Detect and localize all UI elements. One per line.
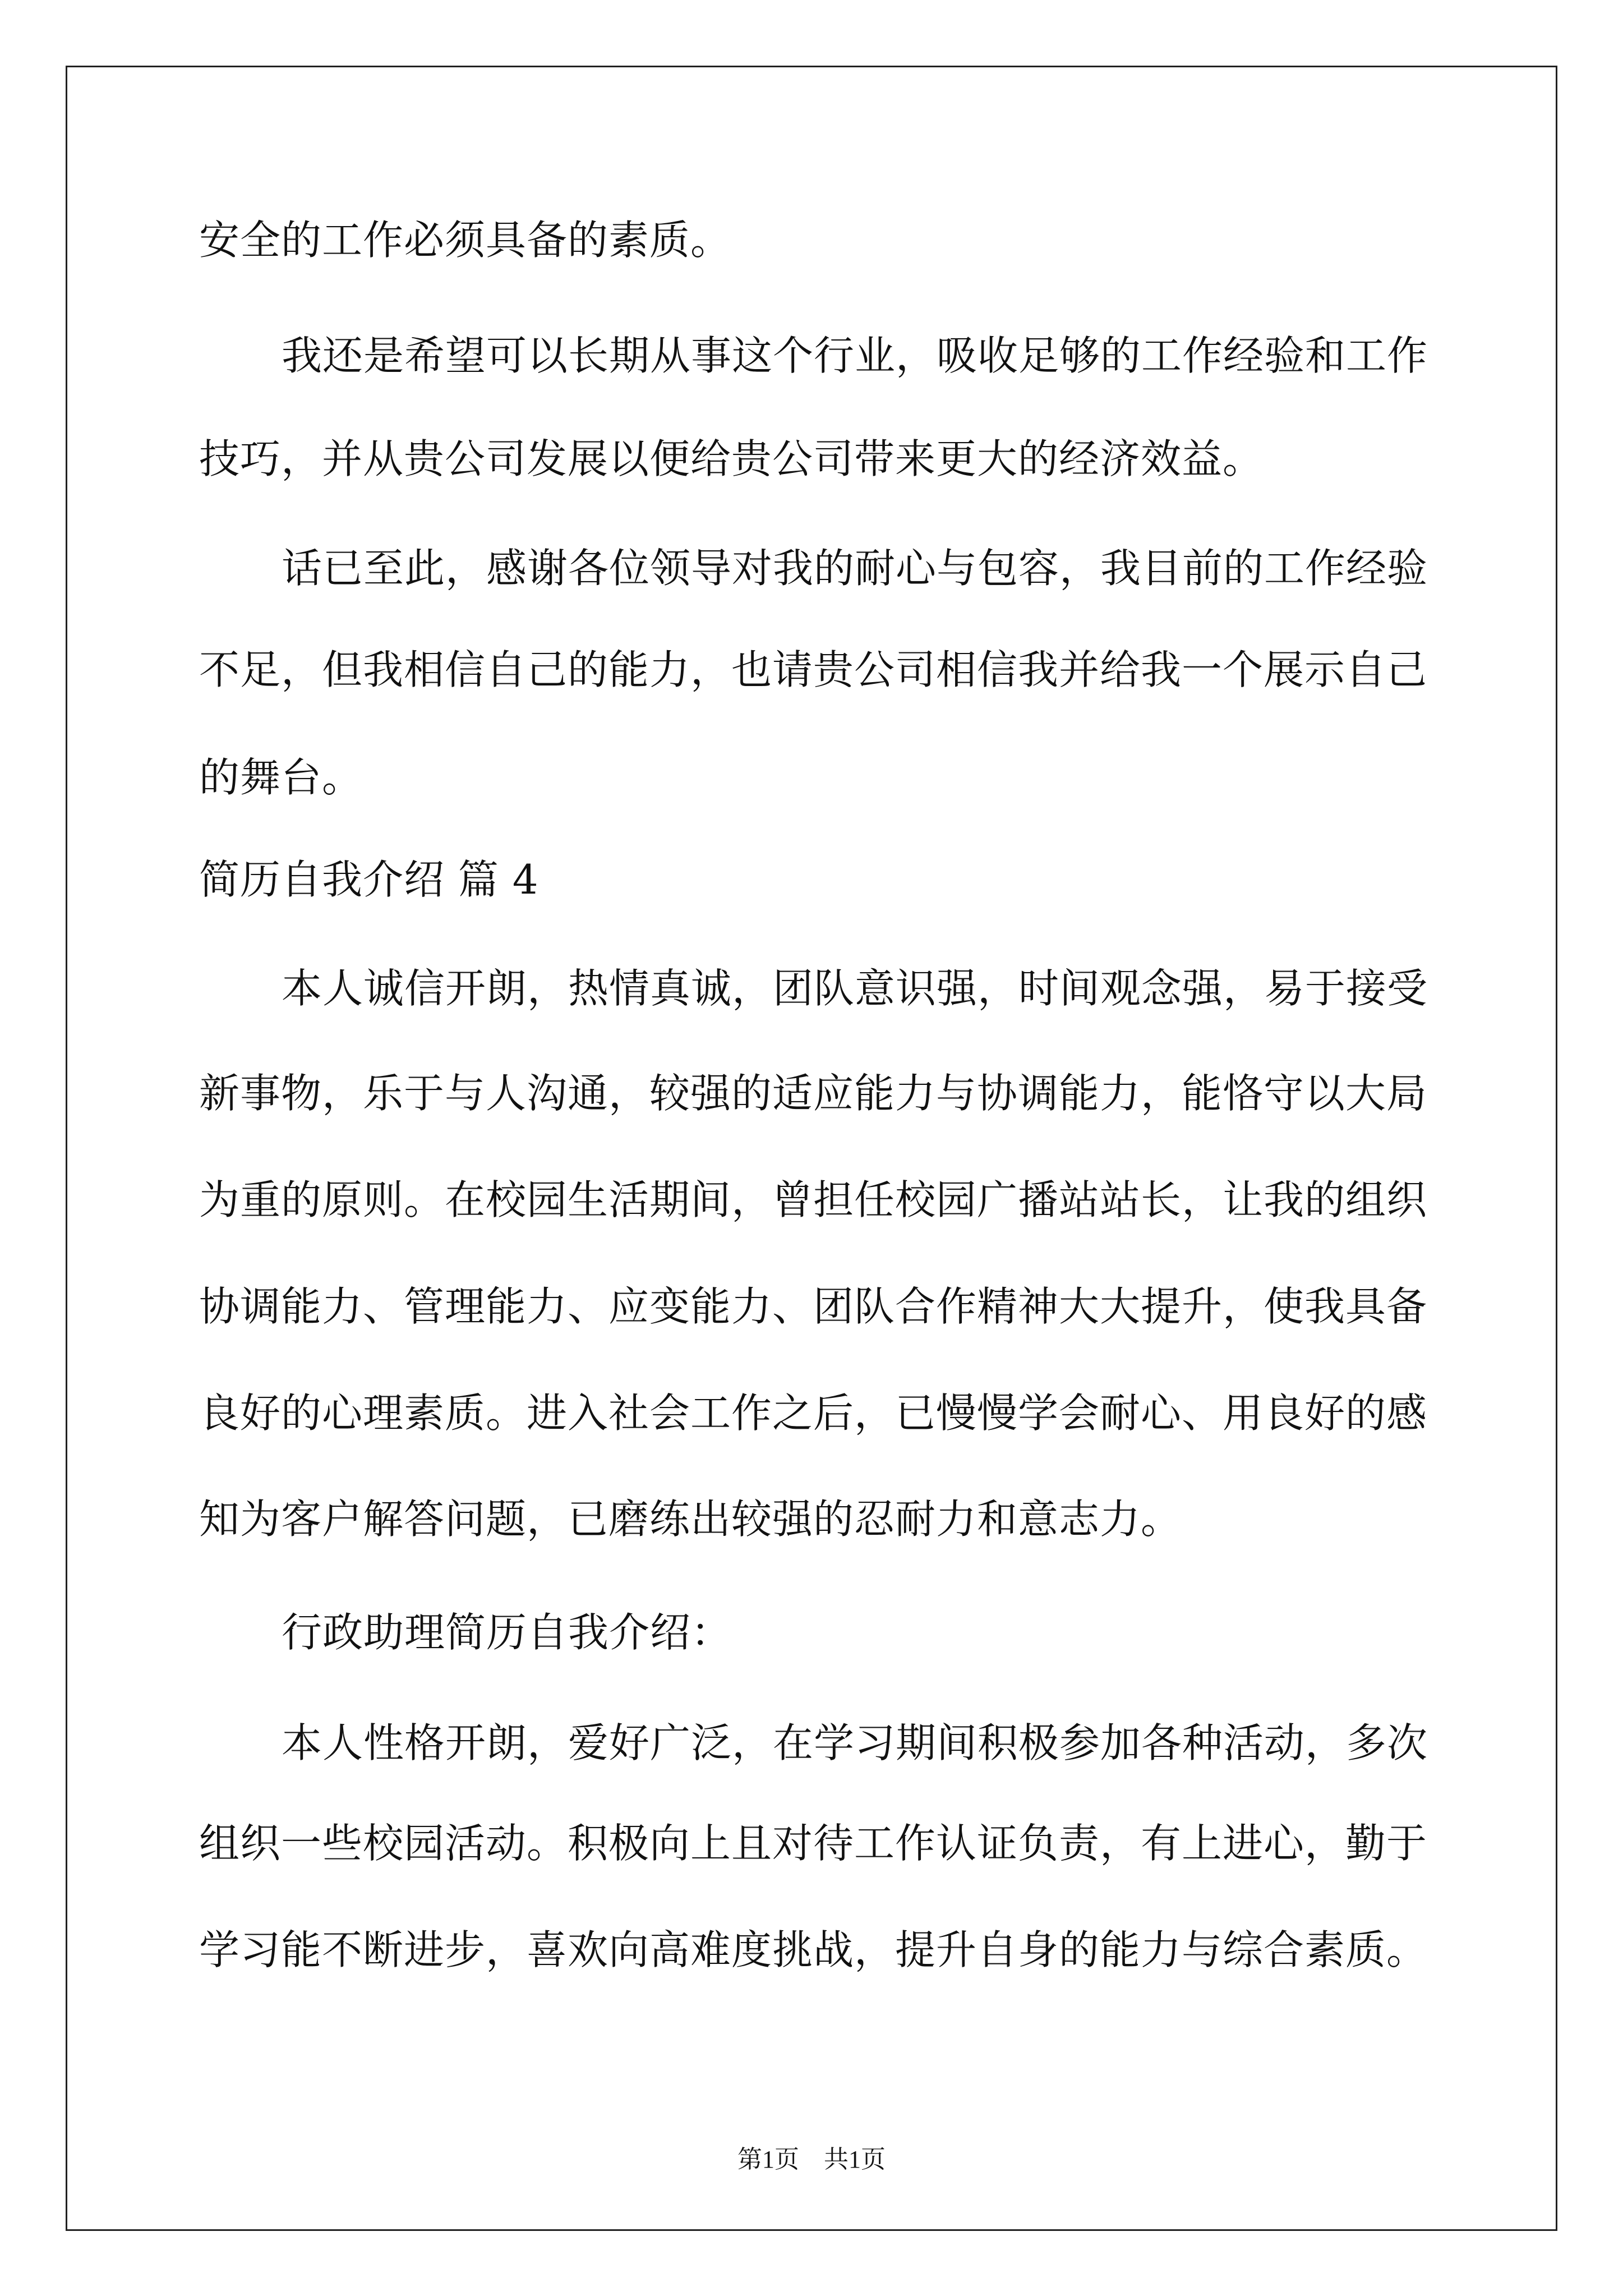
text-line: 的舞台。 [199,754,363,801]
text-line: 我还是希望可以长期从事这个行业，吸收足够的工作经验和工作 [282,332,1428,379]
text-line: 组织一些校园活动。积极向上且对待工作认证负责，有上进心，勤于 [199,1820,1428,1867]
text-line: 为重的原则。在校园生活期间，曾担任校园广播站站长，让我的组织 [199,1176,1428,1223]
text-line: 不足，但我相信自己的能力，也请贵公司相信我并给我一个展示自己 [199,646,1428,693]
text-line: 良好的心理素质。进入社会工作之后，已慢慢学会耐心、用良好的感 [199,1389,1428,1437]
page-footer: 第1页 共1页 [737,2146,886,2173]
text-line: 技巧，并从贵公司发展以便给贵公司带来更大的经济效益。 [199,435,1264,482]
text-line: 协调能力、管理能力、应变能力、团队合作精神大大提升，使我具备 [199,1283,1428,1330]
text-line: 安全的工作必须具备的素质。 [199,217,732,264]
text-line: 话已至此，感谢各位领导对我的耐心与包容，我目前的工作经验 [282,545,1428,592]
page-border [66,66,1557,2231]
text-line: 本人性格开朗，爱好广泛，在学习期间积极参加各种活动，多次 [282,1719,1428,1766]
text-line: 知为客户解答问题，已磨练出较强的忍耐力和意志力。 [199,1496,1182,1543]
text-line: 学习能不断进步，喜欢向高难度挑战，提升自身的能力与综合素质。 [199,1926,1428,1973]
text-line: 新事物，乐于与人沟通，较强的适应能力与协调能力，能恪守以大局 [199,1070,1428,1117]
text-line: 本人诚信开朗，热情真诚，团队意识强，时间观念强，易于接受 [282,965,1428,1012]
section-heading: 简历自我介绍 篇 4 [199,856,539,903]
text-line: 行政助理简历自我介绍： [282,1609,732,1656]
